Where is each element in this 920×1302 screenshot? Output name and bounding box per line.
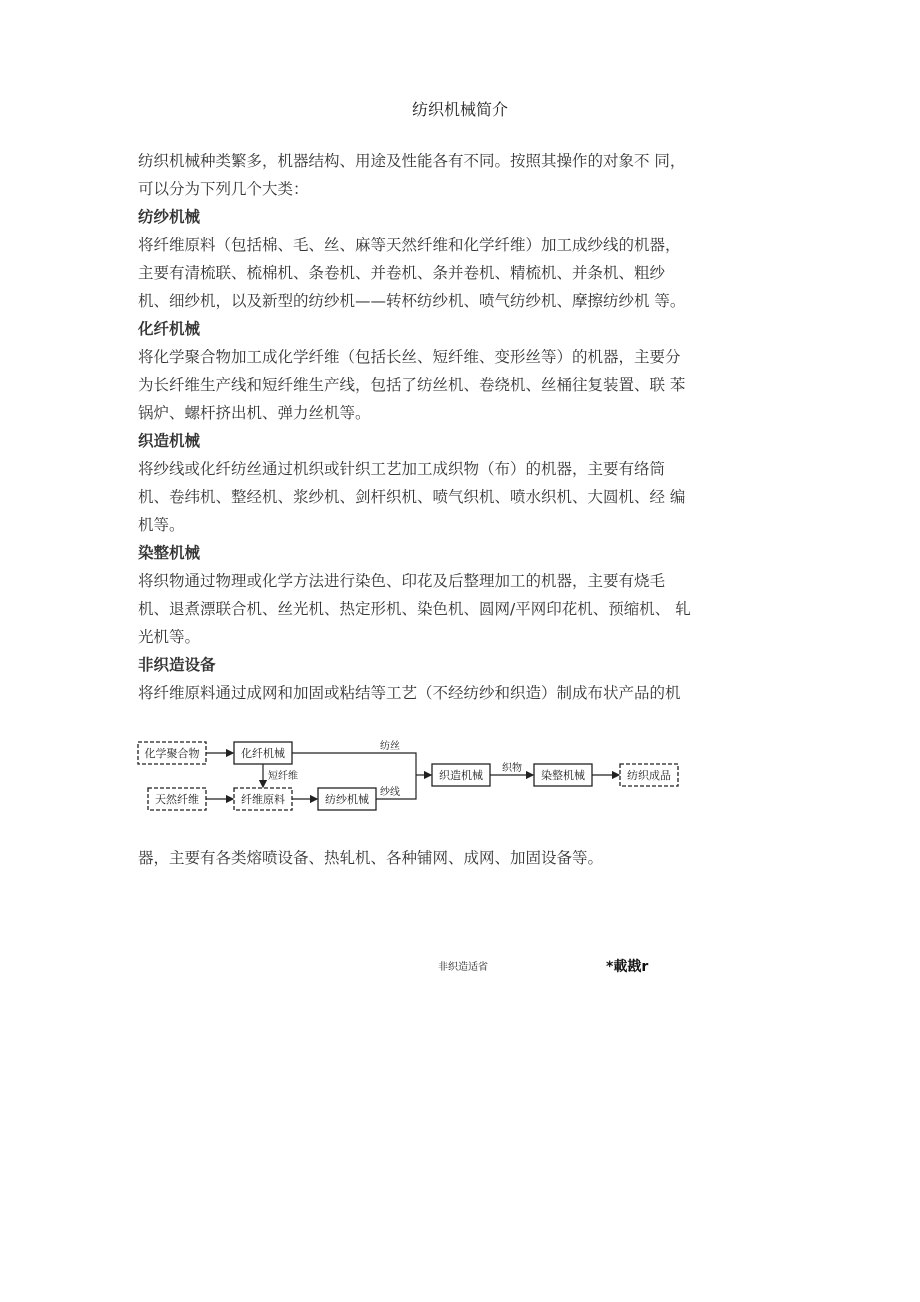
section-line: 为长纤维生产线和短纤维生产线，包括了纺丝机、卷绕机、丝桶往复装置、联 苯	[138, 376, 686, 394]
node-label: 染整机械	[541, 769, 585, 782]
intro-line: 可以分为下列几个大类：	[138, 180, 309, 198]
node-label: 纺纱机械	[325, 793, 369, 806]
node-dyeing-machine	[534, 764, 592, 786]
section-line: 将化学聚合物加工成化学纤维（包括长丝、短纤维、变形丝等）的机器，主要分	[138, 348, 681, 366]
node-fiber-material	[234, 788, 292, 810]
section-heading-chemical-fiber: 化纤机械	[138, 320, 201, 338]
node-label: 织造机械	[439, 769, 483, 782]
section-heading-dyeing: 染整机械	[138, 544, 201, 562]
node-label: 化学聚合物	[144, 747, 200, 760]
section-line: 光机等。	[138, 628, 201, 646]
node-textile-product	[620, 764, 678, 786]
section-heading-nonwoven: 非织造设备	[138, 656, 216, 674]
node-label: 天然纤维	[155, 793, 199, 806]
section-line: 机、细纱机，以及新型的纺纱机——转杯纺纱机、喷气纺纱机、摩擦纺纱机 等。	[138, 292, 686, 310]
edge-label-filament: 纺丝	[380, 741, 400, 752]
process-flow-diagram	[134, 730, 694, 820]
section-line: 将纱线或化纤纺丝通过机织或针织工艺加工成织物（布）的机器，主要有络筒	[138, 460, 666, 478]
node-weaving-machine	[432, 764, 490, 786]
section-line: 机等。	[138, 516, 185, 534]
section-line: 将纤维原料（包括棉、毛、丝、麻等天然纤维和化学纤维）加工成纱线的机器，	[138, 236, 681, 254]
edge-label-staple: 短纤维	[268, 771, 298, 782]
intro-line: 纺织机械种类繁多，机器结构、用途及性能各有不同。按照其操作的对象不 同，	[138, 152, 686, 170]
node-label: 化纤机械	[241, 747, 285, 760]
node-natural-fiber	[148, 788, 206, 810]
section-line: 将纤维原料通过成网和加固或粘结等工艺（不经纺纱和织造）制成布状产品的机	[138, 684, 681, 702]
section-heading-spinning: 纺纱机械	[138, 208, 201, 226]
edge-label-fabric: 织物	[502, 763, 522, 774]
page-title: 纺织机械简介	[411, 100, 508, 119]
node-spinning-machine	[318, 788, 376, 810]
edge-chemfiber-to-weaving	[292, 753, 416, 775]
section-heading-weaving: 织造机械	[138, 432, 201, 450]
edge-label-yarn: 纱线	[380, 787, 400, 798]
document-body	[138, 147, 778, 707]
section-line: 锅炉、螺杆挤出机、弹力丝机等。	[138, 404, 371, 422]
node-label: 纤维原料	[241, 793, 285, 806]
node-chem-polymer	[138, 742, 206, 764]
footer-mark: *載戡r	[606, 959, 649, 975]
continuation-text: 器，主要有各类熔喷设备、热轧机、各种铺网、成网、加固设备等。	[138, 849, 604, 867]
node-chem-fiber-machine	[234, 742, 292, 764]
section-line: 机、卷纬机、整经机、浆纱机、剑杆织机、喷气织机、喷水织机、大圆机、经 编	[138, 488, 686, 506]
footer-caption: 非织造适省	[438, 962, 488, 973]
section-line: 将织物通过物理或化学方法进行染色、印花及后整理加工的机器，主要有烧毛	[138, 572, 666, 590]
section-line: 机、退煮漂联合机、丝光机、热定形机、染色机、圆网/平网印花机、预缩机、 轧	[138, 600, 691, 618]
section-line: 主要有清梳联、梳棉机、条卷机、并卷机、条并卷机、精梳机、并条机、粗纱	[138, 264, 666, 282]
node-label: 纺织成品	[627, 769, 671, 782]
